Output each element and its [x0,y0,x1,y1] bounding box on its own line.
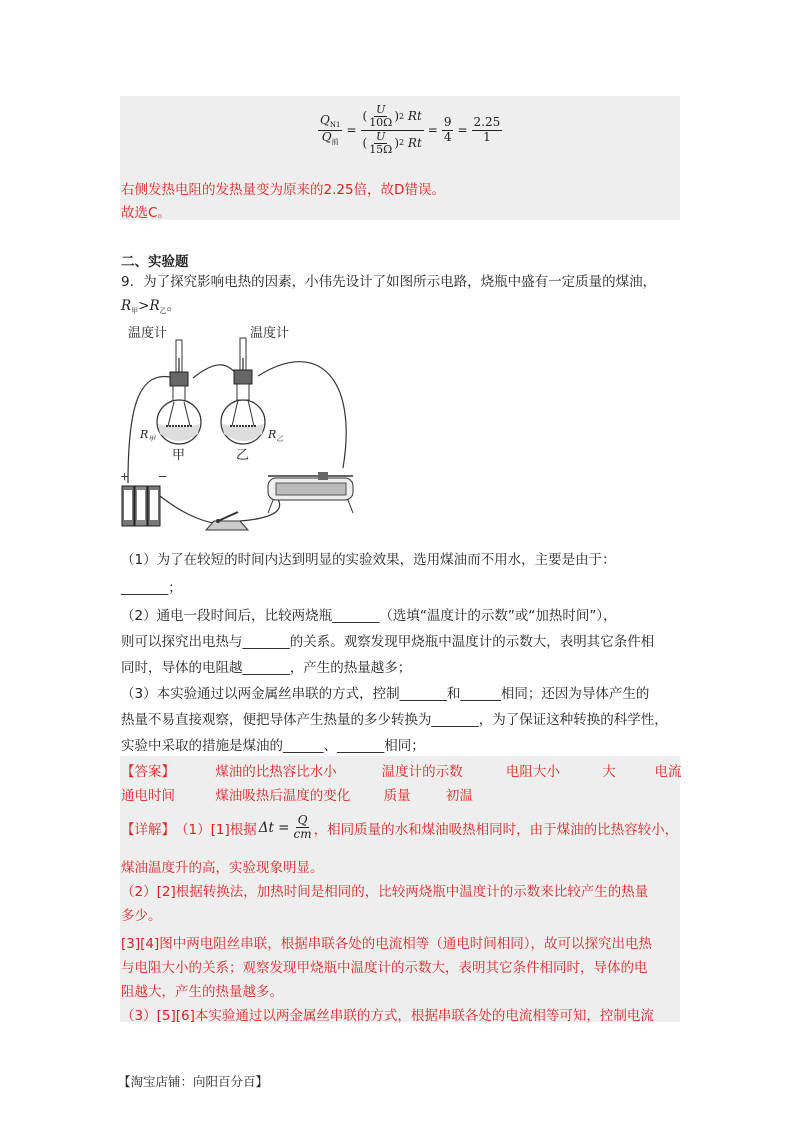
eq-sign-1: = [346,123,357,137]
lhs-fraction [318,114,342,146]
frac-num: Q [297,813,308,827]
lhs-num: Q [320,112,330,127]
part3-line-a: （3）本实验通过以两金属丝串联的方式，控制_______和______相同；还因为导体产生的 [121,686,650,702]
detail-line-1 [121,814,678,841]
mid-fraction: ( $\frac{U}{10\Omega}$ ) 2 Rt ( $\frac{U}{15\Omega}$ ) 2 Rt [362,103,422,156]
flask-right-icon [221,384,265,444]
mid-den-u: U [376,129,386,143]
mid-den-rt: Rt [407,135,422,150]
top-conclusion-line: 右侧发热电阻的发热量变为原来的2.25倍，故D错误。 [121,182,445,198]
answer-item: 通电时间 [121,788,175,804]
part1-line-b: _______； [121,580,182,596]
question-stem-line2 [121,294,180,316]
r-yi-symbol: >R [138,298,160,314]
r2-den: 1 [483,129,491,144]
eq-sign-3: = [457,123,468,137]
r-yi-sub: 乙 [159,307,167,315]
delta-t-symbol: Δt = [258,819,290,836]
battery-icon [122,486,160,526]
thermometer-left-label: 温度计 [128,326,168,341]
answer-item: 煤油吸热后温度的变化 [215,788,351,804]
r-right-letter: R [268,428,277,441]
flask-left-label: 甲 [172,448,186,463]
section-title: 二、实验题 [121,254,189,270]
mid-den-r: 15Ω [369,142,393,156]
heat-ratio-formula [318,100,502,160]
answer-item: 质量 [383,788,411,804]
part1-line-a: （1）为了在较短的时间内达到明显的实验效果，选用煤油而不用水，主要是由于： [121,552,616,568]
mid-num-r: 10Ω [369,116,393,130]
page-footer: 【淘宝店铺：向阳百分百】 [118,1074,269,1089]
flask-left-icon [157,386,201,444]
detail-line-7: 阻越大，产生的热量越多。 [121,984,283,1000]
ratio-fraction-2 [472,116,503,143]
answer-item: 煤油的比热容比水小 [215,764,337,780]
ratio-fraction-1 [442,116,454,143]
r-jia-sub: 甲 [131,307,139,315]
detail-tag: 【详解】 [121,821,175,838]
part2-line-c: 同时，导体的电阻越_______，产生的热量越多； [121,660,412,676]
stem-end: 。 [166,298,181,314]
answer-row-2 [121,784,473,804]
answer-tag: 【答案】 [121,764,175,780]
circuit-diagram [118,318,363,533]
thermometer-right-label: 温度计 [250,326,290,341]
r2-num: 2.25 [473,115,501,130]
detail-line-2: 煤油温度升的高，实验现象明显。 [121,860,324,876]
eq-sign-2: = [427,123,438,137]
answer-item: 初温 [445,788,473,804]
mid-num-power: 2 [399,111,405,121]
r-right-sub: 乙 [276,435,284,443]
r-jia-symbol: R [121,298,132,314]
battery-plus-label: + [120,470,130,483]
circuit-drawing [118,318,363,533]
answer-item: 大 [602,764,616,780]
lhs-den: Q [321,129,332,144]
answer-item: 电流 [654,764,682,780]
detail-l1-prefix: （1）[1]根据 [175,821,257,838]
mid-num-rt: Rt [407,109,422,124]
rheostat-icon [268,472,353,513]
detail-l1-suffix: ，相同质量的水和煤油吸热相同时，由于煤油的比热容较小， [313,821,679,838]
r-yi-diagram-label [268,428,283,444]
r1-num: 9 [443,115,452,130]
detail-line-6: 与电阻大小的关系；观察发现甲烧瓶中温度计的示数大，表明其它条件相同时，导体的电 [121,960,648,976]
flask-right-label: 乙 [236,448,250,463]
battery-minus-label: − [158,470,168,483]
mid-den-power: 2 [399,137,405,147]
answer-row-1 [121,760,681,780]
part3-line-b: 热量不易直接观察，便把导体产生热量的多少转换为_______，为了保证这种转换的科学性， [121,712,668,728]
mid-num-u: U [376,103,386,117]
question-stem-line1: 9．为了探究影响电热的因素，小伟先设计了如图所示电路，烧瓶中盛有一定质量的煤油， [121,274,657,290]
top-choice-line: 故选C。 [121,205,171,221]
detail-line-5: [3][4]图中两电阻丝串联，根据串联各处的电流相等（通电时间相同），故可以探究出电热 [121,936,652,952]
detail-line-8: （3）[5][6]本实验通过以两金属丝串联的方式，根据串联各处的电流相等可知，控制电流 [121,1008,654,1024]
detail-line-3: （2）[2]根据转换法，加热时间是相同的，比较两烧瓶中温度计的示数来比较产生的热量 [121,884,649,900]
lhs-num-sub: N1 [329,120,341,129]
detail-line-4: 多少。 [121,908,162,924]
answer-item: 温度计的示数 [381,764,463,780]
r-left-letter: R [140,428,149,441]
r-left-sub: 甲 [148,435,156,443]
frac-den: cm [293,827,312,842]
r-jia-diagram-label [140,428,155,444]
part2-line-b: 则可以探究出电热与_______的关系。观察发现甲烧瓶中温度计的示数大，表明其它条件相 [121,634,655,650]
answer-item: 电阻大小 [505,764,560,780]
r1-den: 4 [443,129,452,144]
part2-line-a: （2）通电一段时间后，比较两烧瓶_______（选填“温度计的示数”或“加热时间”）， [121,608,617,624]
part3-line-c: 实验中采取的措施是煤油的______、_______相同； [121,738,425,754]
lhs-den-sub: 前 [331,137,339,146]
q-over-cm-fraction [292,814,314,841]
